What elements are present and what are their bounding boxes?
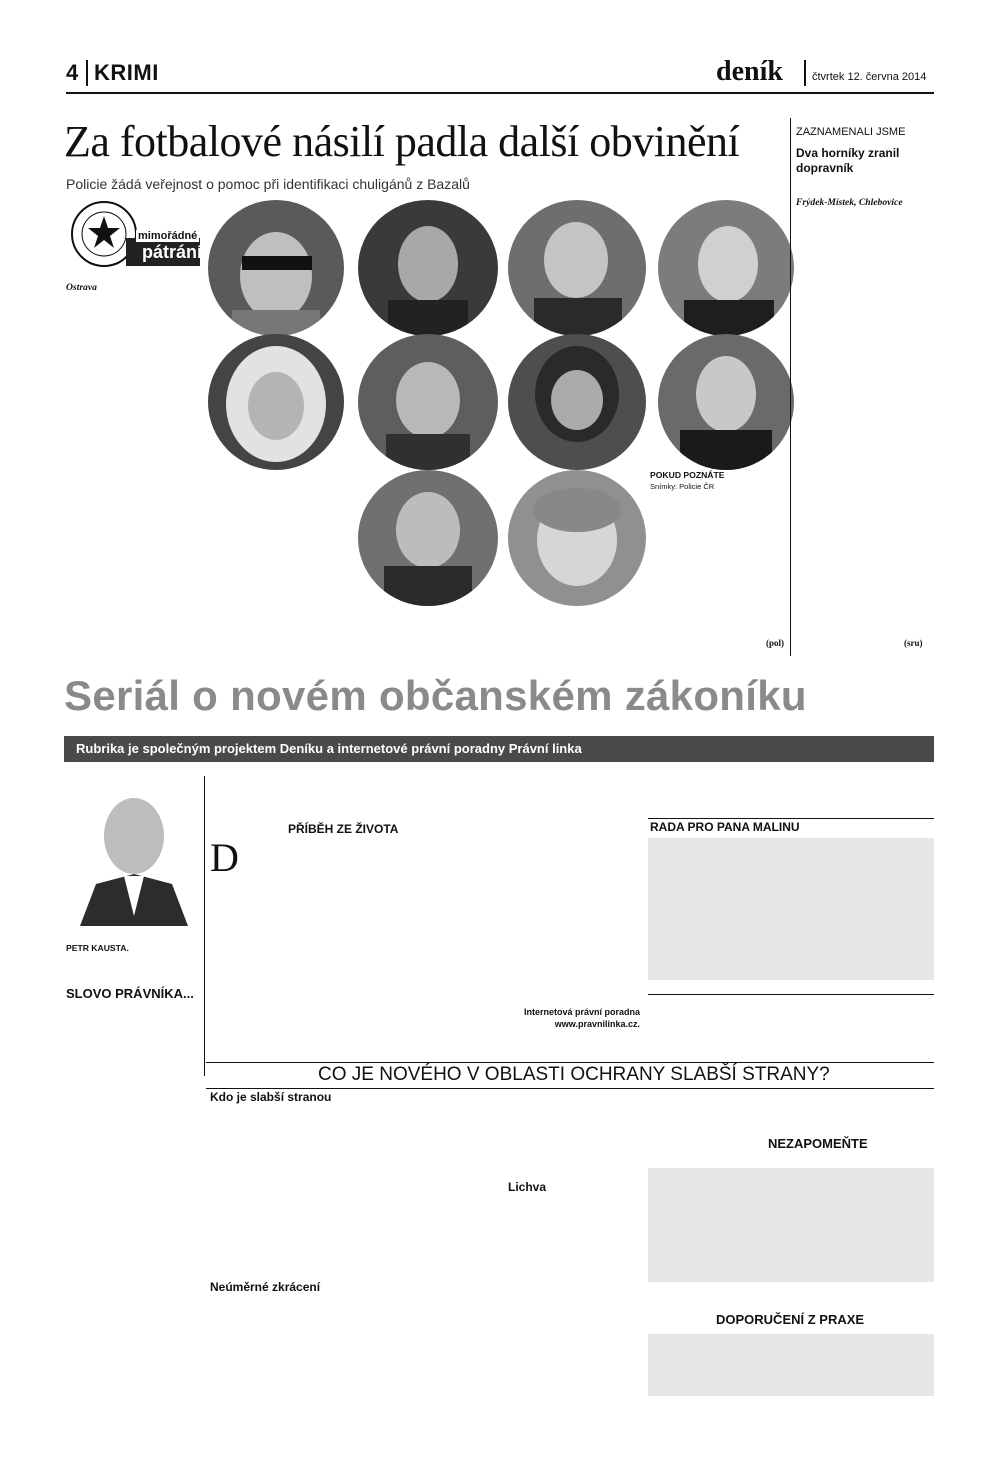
- sidebar-text: [796, 186, 934, 209]
- sidebar-divider: [790, 118, 791, 656]
- author-name: PETR KAUSTA.: [66, 942, 129, 953]
- suspect-face-icon: [508, 200, 646, 336]
- nezapomente-box: [648, 1168, 934, 1282]
- article1-column-1: [66, 282, 203, 293]
- suspect-photo-10: [508, 470, 646, 606]
- advice-box: [648, 838, 934, 980]
- logo-badge-line2: pátrání: [142, 242, 203, 262]
- neumerne-head: Neúměrné zkrácení: [210, 1280, 321, 1294]
- author-bio: [66, 932, 202, 954]
- suspect-photo-7: [508, 334, 646, 470]
- sidebar-dateline: Frýdek-Místek, Chlebovice: [796, 197, 903, 209]
- author-portrait-icon: [66, 776, 202, 926]
- suspect-photo-4: [658, 200, 794, 336]
- suspect-face-icon: [658, 334, 794, 470]
- sidebar-signature: (sru): [904, 638, 923, 648]
- logo-badge-line1: mimořádné: [138, 230, 198, 242]
- article1-title: Za fotbalové násilí padla další obvinění: [64, 117, 740, 166]
- caption-bold: POKUD POZNÁTE: [650, 470, 725, 480]
- suspect-face-icon: [358, 200, 498, 336]
- credit-line2: www.pravnilinka.cz.: [554, 1019, 640, 1029]
- sidebar-headline: Dva horníky zranil dopravník: [796, 146, 900, 175]
- suspect-photo-5: [208, 334, 344, 470]
- page-number: 4: [66, 60, 79, 85]
- suspect-face-icon: [358, 470, 498, 606]
- article2-credit: [500, 1006, 640, 1030]
- suspect-photo-8: [658, 334, 794, 470]
- header-divider: [86, 60, 88, 86]
- dropcap: D: [210, 835, 239, 880]
- suspect-face-icon: [208, 334, 344, 470]
- lawyer-word-head: SLOVO PRÁVNÍKA...: [66, 986, 194, 1001]
- dateline: Ostrava: [66, 282, 97, 293]
- section-name: KRIMI: [94, 60, 159, 85]
- serial-strip-text: Rubrika je společným projektem Deníku a internetové právní poradny Právní linka: [76, 741, 582, 756]
- header-divider-2: [804, 60, 806, 86]
- brand-logo: deník: [716, 56, 783, 87]
- article2-column-1: [210, 835, 352, 880]
- advice-top-rule: [648, 818, 934, 819]
- suspect-photo-3: [508, 200, 646, 336]
- lichva-head: Lichva: [508, 1180, 547, 1194]
- header-rule: [66, 92, 934, 94]
- serial-banner: Seriál o novém občanském zákoníku: [64, 672, 807, 719]
- nezapomente-head: NEZAPOMEŇTE: [768, 1136, 868, 1151]
- author-photo: [66, 776, 202, 926]
- page-header: [66, 58, 934, 90]
- suspect-photo-2: [358, 200, 498, 336]
- issue-date: čtvrtek 12. června 2014: [812, 71, 927, 83]
- suspect-face-icon: [508, 334, 646, 470]
- police-logo: [70, 200, 202, 268]
- advice-head: RADA PRO PANA MALINU: [650, 820, 800, 834]
- whats-new-title: CO JE NOVÉHO V OBLASTI OCHRANY SLABŠÍ STRANY?: [318, 1064, 830, 1085]
- suspect-photo-1: [208, 200, 344, 336]
- doporuceni-head: DOPORUČENÍ Z PRAXE: [716, 1312, 865, 1327]
- doporuceni-box: [648, 1334, 934, 1396]
- article2-vertical-rule: [204, 776, 205, 1076]
- photo-credit: Snímky: Policie ČR: [650, 481, 715, 491]
- suspect-face-icon: [508, 470, 646, 606]
- article2-subhead: PŘÍBĚH ZE ŽIVOTA: [288, 822, 399, 836]
- sidebar-label: ZAZNAMENALI JSME: [796, 126, 906, 138]
- article1-subtitle: Policie žádá veřejnost o pomoc při identifikaci chuligánů z Bazalů: [66, 176, 470, 192]
- serial-strip: [64, 736, 934, 762]
- suspect-face-icon: [358, 334, 498, 470]
- credit-line1: Internetová právní poradna: [523, 1007, 640, 1017]
- whats-new-top-rule: [206, 1062, 934, 1063]
- kdo-head: Kdo je slabší stranou: [210, 1090, 332, 1104]
- suspect-photo-6: [358, 334, 498, 470]
- suspect-face-icon: [658, 200, 794, 336]
- suspect-face-icon: [208, 200, 344, 336]
- article1-signature: (pol): [766, 638, 784, 648]
- law-top-rule: [648, 994, 934, 995]
- suspect-photo-9: [358, 470, 498, 606]
- whats-new-bottom-rule: [206, 1088, 934, 1089]
- photo-caption: [650, 470, 786, 492]
